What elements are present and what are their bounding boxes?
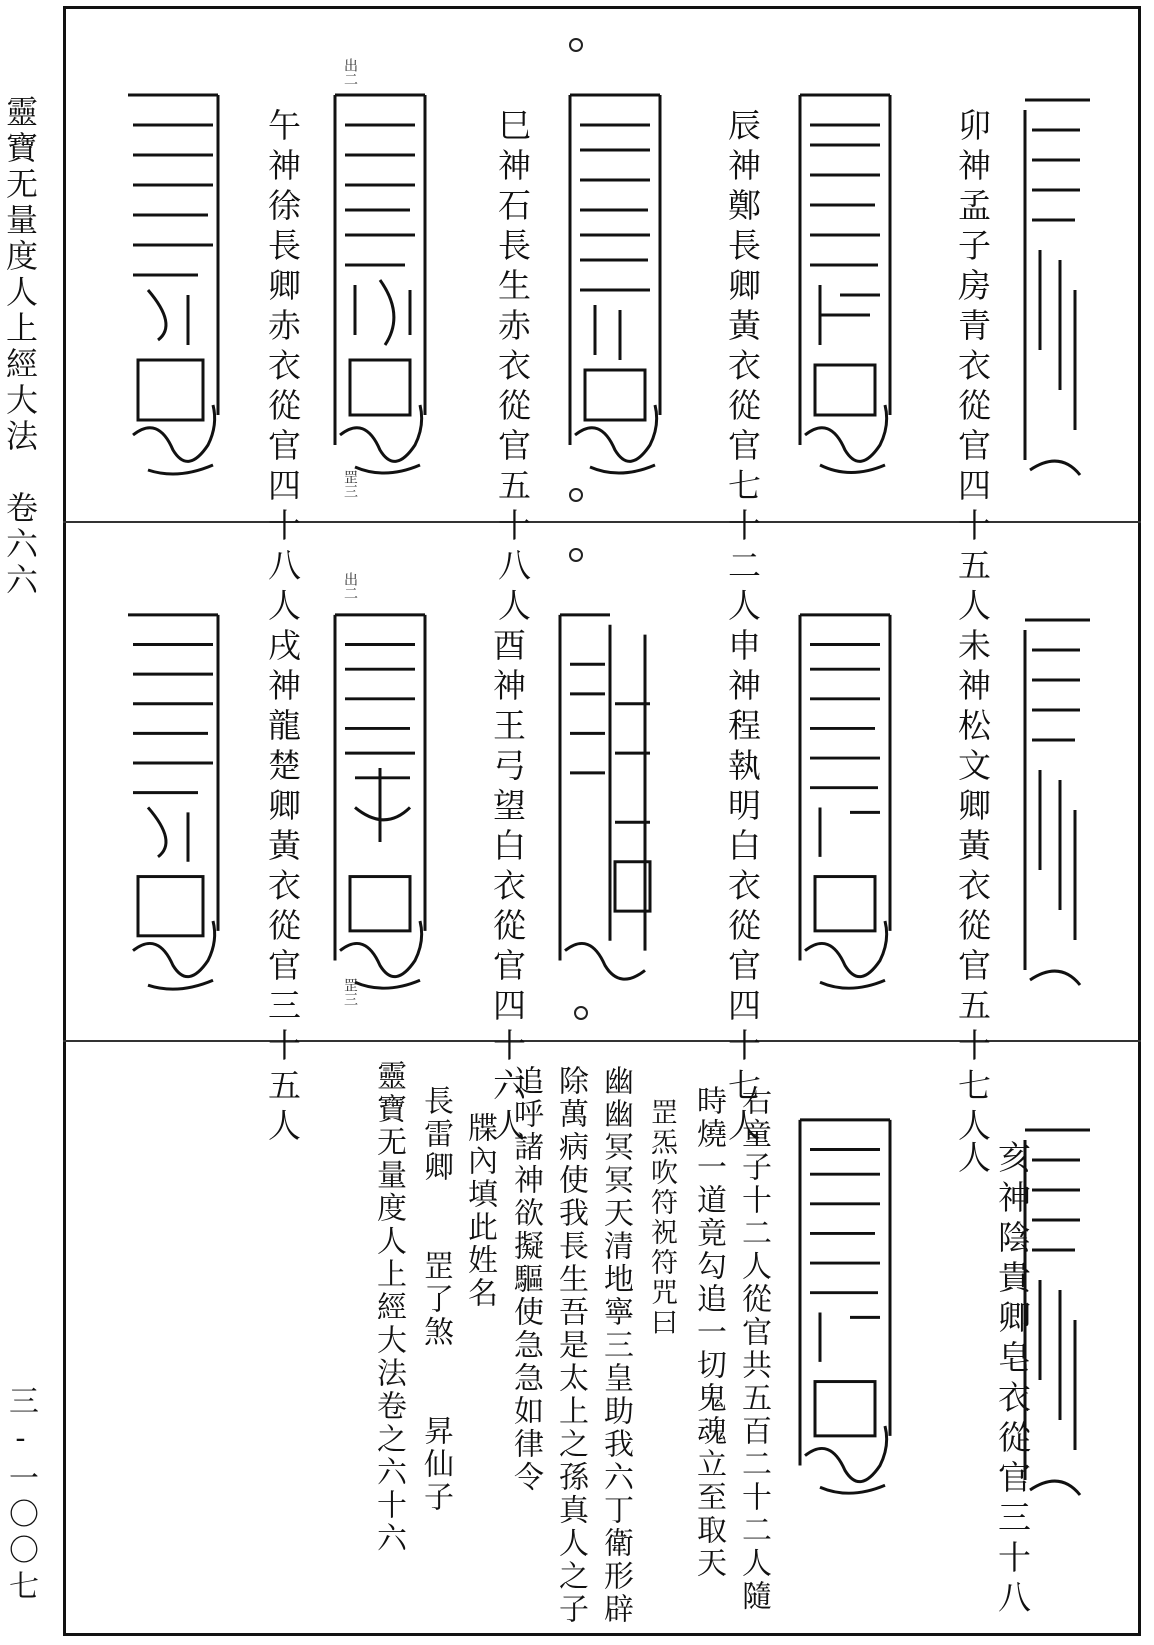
text-line: 追呼諸神欲擬驅使急急如律令 [508, 1065, 543, 1494]
margin-mark: 出二 [342, 58, 358, 86]
talisman-seal [325, 85, 435, 485]
deity-line: 辰神鄭長卿黃衣從官七十二人 [723, 108, 762, 628]
text-line: 幽幽冥冥天清地寧三皇助我六丁衛形辟 [598, 1065, 633, 1626]
deity-line: 酉神王弓望白衣從官四十六人 [488, 628, 527, 1148]
deity-line: 未神松文卿黃衣從官五十七人 [953, 628, 992, 1148]
deity-line: 戌神龍楚卿黃衣從官三十五人 [263, 628, 302, 1148]
talisman-seal [1020, 610, 1090, 990]
talisman-seal [790, 85, 900, 485]
talisman-seal [118, 85, 228, 485]
circle-mark [569, 548, 583, 562]
deity-line: 申神程執明白衣從官四十七人 [723, 628, 762, 1148]
margin-mark: 罡三 [342, 470, 358, 498]
page-number: 三-一〇〇七 [3, 1385, 38, 1606]
talisman-seal [790, 1110, 900, 1505]
circle-mark [569, 38, 583, 52]
talisman-seal [790, 605, 900, 1000]
talisman-seal [550, 605, 660, 1000]
deity-line: 亥神陰貴卿皂衣從官三十八人 [953, 1140, 1032, 1620]
text-line: 牒內填此姓名 [462, 1112, 497, 1310]
text-line: 靈寶无量度人上經大法卷之六十六 [371, 1060, 406, 1555]
book-title: 靈寶无量度人上經大法 卷六六 [1, 95, 39, 599]
text-line: 右童子十二人從官共五百二十二人隨 [736, 1085, 771, 1613]
circle-mark [574, 1006, 588, 1020]
deity-line: 午神徐長卿赤衣從官四十八人 [263, 108, 302, 628]
text-line: 時燒一道竟勾追一切鬼魂立至取天 [691, 1085, 726, 1580]
deity-line: 巳神石長生赤衣從官五十八人 [493, 108, 532, 628]
circle-mark [569, 488, 583, 502]
talisman-seal [560, 85, 670, 485]
talisman-seal [118, 605, 228, 1000]
text-line: 長雷卿 罡了煞 昇仙子 [418, 1085, 453, 1514]
deity-line: 卯神孟子房青衣從官四十五人 [953, 108, 992, 628]
margin-mark: 出二 [342, 572, 358, 600]
text-line: 罡炁吹符祝符咒曰 [646, 1098, 677, 1338]
talisman-seal [1020, 90, 1090, 480]
margin-mark: 罡三 [342, 978, 358, 1006]
talisman-seal [325, 605, 435, 1000]
text-line: 除萬病使我長生吾是太上之孫真人之子 [553, 1065, 588, 1626]
